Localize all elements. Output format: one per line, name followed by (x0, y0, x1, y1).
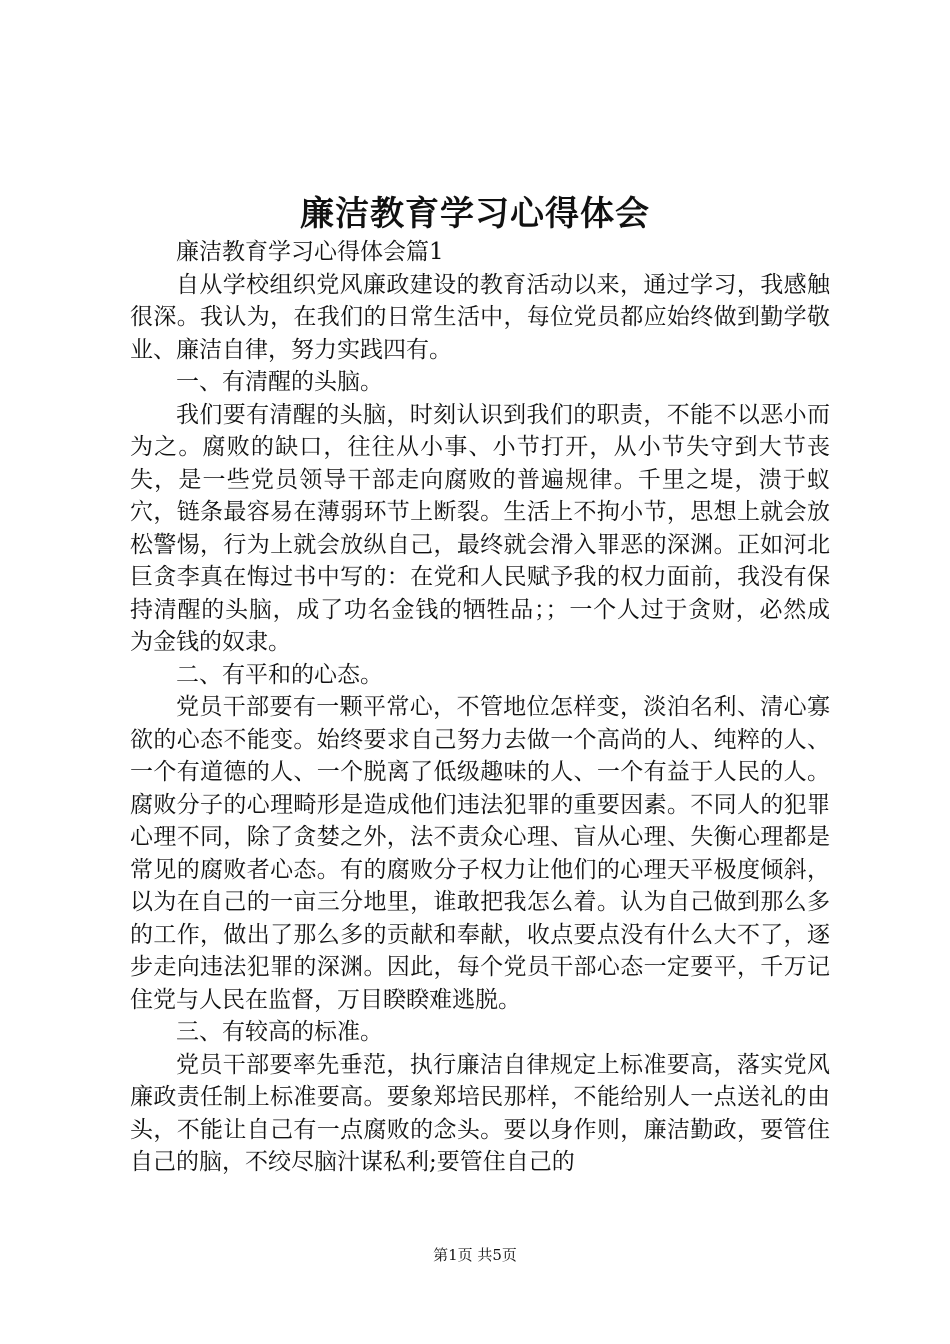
document-body (130, 236, 830, 1179)
paragraph: 党员干部要率先垂范，执行廉洁自律规定上标准要高，落实党风廉政责任制上标准要高。要象郑培民那样，不能给别人一点送礼的由头，不能让自己有一点腐败的念头。要以身作则，廉洁勤政，要管住自己的脑，不绞尽脑汁谋私利;要管住自己的 (130, 1051, 830, 1175)
page-footer: 第1页 共5页 (433, 1246, 517, 1264)
paragraph: 自从学校组织党风廉政建设的教育活动以来，通过学习，我感触很深。我认为，在我们的日常生活中，每位党员都应始终做到勤学敬业、廉洁自律，努力实践四有。 (130, 271, 830, 363)
paragraph: 党员干部要有一颗平常心，不管地位怎样变，淡泊名利、清心寡欲的心态不能变。始终要求自己努力去做一个高尚的人、纯粹的人、一个有道德的人、一个脱离了低级趣味的人、一个有益于人民的人。腐败分子的心理畸形是造成他们违法犯罪的重要因素。不同人的犯罪心理不同，除了贪婪之外，法不责众心理、盲从心理、失衡心理都是常见的腐败者心态。有的腐败分子权力让他们的心理天平极度倾斜，以为在自己的一亩三分地里，谁敢把我怎么着。认为自己做到那么多的工作，做出了那么多的贡献和奉献，收点要点没有什么大不了，逐步走向违法犯罪的深渊。因此，每个党员干部心态一定要平，千万记住党与人民在监督，万目睽睽难逃脱。 (130, 694, 830, 1013)
section-heading: 廉洁教育学习心得体会篇1 (176, 239, 444, 265)
document-title: 廉洁教育学习心得体会 (300, 194, 650, 234)
subheading: 二、有平和的心态。 (176, 661, 383, 688)
subheading: 三、有较高的标准。 (176, 1019, 383, 1045)
paragraph: 我们要有清醒的头脑，时刻认识到我们的职责，不能不以恶小而为之。腐败的缺口，往往从小事、小节打开，从小节失守到大节丧失，是一些党员领导干部走向腐败的普遍规律。千里之堤，溃于蚁穴，链条最容易在薄弱环节上断裂。生活上不拘小节，思想上就会放松警惕，行为上就会放纵自己，最终就会滑入罪恶的深渊。正如河北巨贪李真在悔过书中写的：在党和人民赋予我的权力面前，我没有保持清醒的头脑，成了功名金钱的牺牲品；；一个人过于贪财，必然成为金钱的奴隶。 (130, 401, 830, 655)
subheading: 一、有清醒的头脑。 (176, 369, 383, 395)
